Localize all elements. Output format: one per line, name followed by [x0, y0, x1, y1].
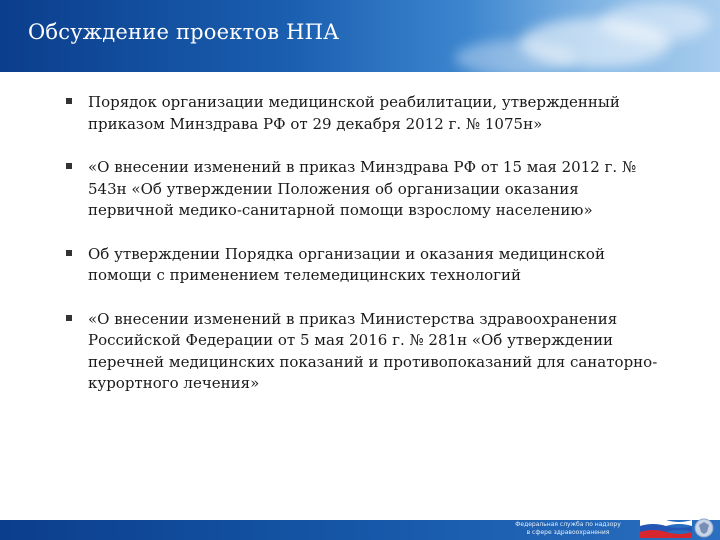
emblem-icon [693, 518, 715, 538]
footer-bar [0, 520, 720, 540]
list-item [64, 244, 664, 287]
cloud-decoration [600, 2, 710, 42]
list-item-text: «О внесении изменений в приказ Минздрава РФ от 15 мая 2012 г. № 543н «Об утверждении Положения об организации оказания первичной медико-санитарной помощи взрослому населению» [88, 158, 637, 219]
list-item [64, 309, 664, 395]
list-item-text: Об утверждении Порядка организации и оказания медицинской помощи с применением телемедицинских технологий [88, 244, 605, 284]
footer-line-1: Федеральная служба по надзору [515, 521, 621, 528]
slide-title: Обсуждение проектов НПА [28, 20, 340, 44]
footer-caption [498, 521, 638, 537]
square-bullet-icon [66, 250, 72, 256]
russian-flag-icon [640, 516, 692, 538]
square-bullet-icon [66, 98, 72, 104]
square-bullet-icon [66, 315, 72, 321]
footer-line-2: в сфере здравоохранения [526, 529, 610, 536]
square-bullet-icon [66, 163, 72, 169]
list-item-text: «О внесении изменений в приказ Министерства здравоохранения Российской Федерации от 5 мая 2016 г. № 281н «Об утверждении перечней медицинских показаний и противопоказаний для санаторно-курортного лечения» [88, 309, 658, 392]
cloud-decoration [455, 40, 575, 72]
list-item [64, 92, 664, 135]
list-item [64, 157, 664, 222]
header-banner [0, 0, 720, 72]
list-item-text: Порядок организации медицинской реабилитации, утвержденный приказом Минздрава РФ от 29 декабря 2012 г. № 1075н» [88, 93, 620, 133]
bullet-list [64, 92, 664, 417]
